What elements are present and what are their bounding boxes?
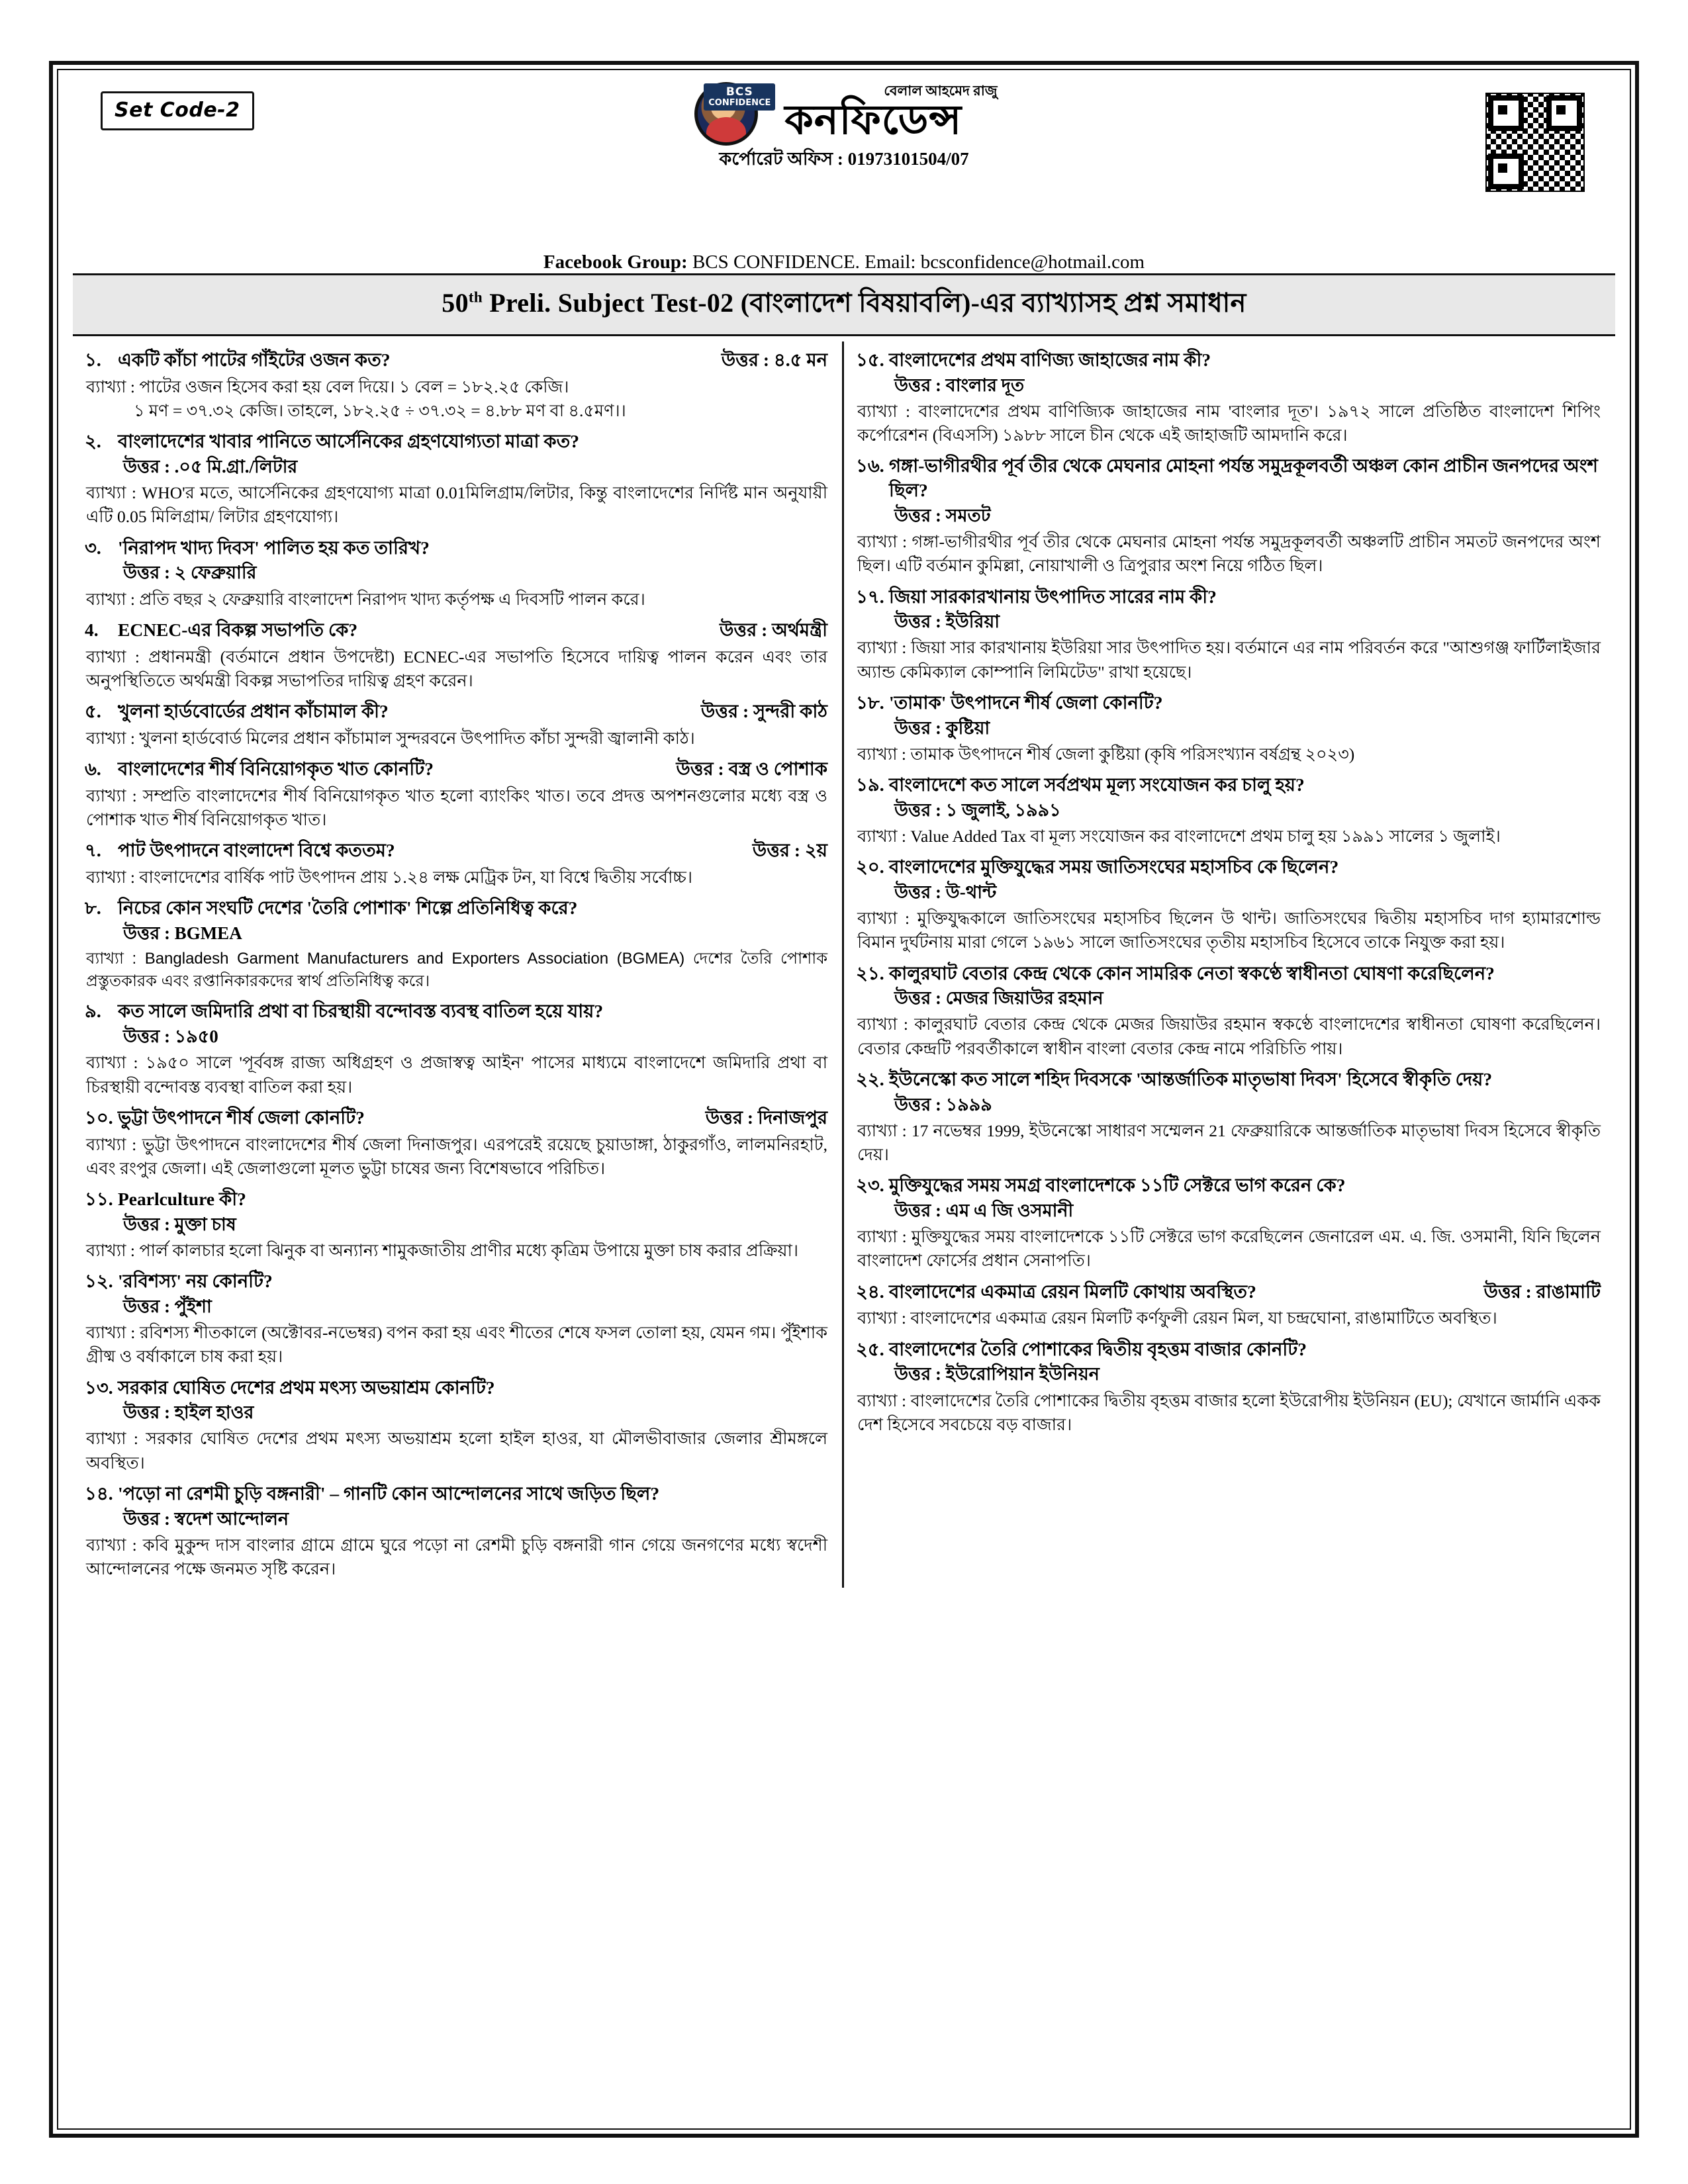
question-item (856, 962, 1601, 1061)
question-item (85, 896, 827, 993)
answer-text: উত্তর : উ-থান্ট (894, 882, 997, 902)
question-item (85, 757, 827, 832)
two-column-body (73, 341, 1615, 1588)
answer-inline: উত্তর : অর্থমন্ত্রী (720, 619, 827, 640)
answer-text: উত্তর : ইউরিয়া (894, 612, 1000, 632)
explanation-text: ব্যাখ্যা : রবিশস্য শীতকালে (অক্টোবর-নভেম্বর) বপন করা হয় এবং শীতের শেষে ফসল তোলা হয়, যেমন গম। পুঁইশাক গ্রীষ্ম ও বর্ষাকালে চাষ করা হয়। (86, 1323, 827, 1367)
question-number: 4. (85, 619, 99, 640)
explanation-text: ব্যাখ্যা : বাংলাদেশের একমাত্র রেয়ন মিলটি কর্ণফুলী রেয়ন মিল, যা চন্দ্রঘোনা, রাঙামাটিতে অবস্থিত। (857, 1308, 1497, 1328)
brand-title: কনফিডেন্স (784, 97, 962, 143)
question-text: 'পড়ো না রেশমী চুড়ি বঙ্গনারী' – গানটি কোন আন্দোলনের সাথে জড়িত ছিল? (118, 1482, 660, 1504)
bcs-confidence-logo-icon (690, 79, 775, 143)
question-number: ১৯. (856, 774, 884, 796)
question-number: ১৬. (856, 455, 884, 477)
explanation-text: ব্যাখ্যা : বাংলাদেশের প্রথম বাণিজ্যিক জাহাজের নাম 'বাংলার দূত'। ১৯৭২ সালে প্রতিষ্ঠিত বাংলাদেশ শিপিং কর্পোরেশন (বিএসসি) ১৯৮৮ সালে চীন থেকে এই জাহাজটি আমদানি করে। (857, 401, 1601, 445)
title-sup: th (468, 289, 483, 306)
explanation-text: ব্যাখ্যা : মুক্তিযুদ্ধকালে জাতিসংঘের মহাসচিব ছিলেন উ থান্ট। জাতিসংঘের দ্বিতীয় মহাসচিব দাগ হ্যামারশোল্ড বিমান দুর্ঘটনায় মারা গেলে ১৯৬১ সালে জাতিসংঘের তৃতীয় মহাসচিব হিসেবে তাকে নিযুক্ত করা হয়। (857, 909, 1601, 952)
answer-text: উত্তর : ১ জুলাই, ১৯৯১ (894, 799, 1061, 820)
logo-badge-line2: CONFIDENCE (708, 97, 771, 108)
answer-text: উত্তর : মেজর জিয়াউর রহমান (894, 988, 1103, 1009)
question-text: জিয়া সারকারখানায় উৎপাদিত সারের নাম কী? (889, 586, 1217, 607)
question-item (856, 1068, 1601, 1167)
answer-text: উত্তর : মুক্তা চাষ (123, 1214, 236, 1234)
answer-text: উত্তর : হাইল হাওর (123, 1402, 254, 1423)
answer-text: উত্তর : ইউরোপিয়ান ইউনিয়ন (894, 1364, 1100, 1385)
explanation-text: ব্যাখ্যা : তামাক উৎপাদনে শীর্ষ জেলা কুষ্টিয়া (কৃষি পরিসংখ্যান বর্ষগ্রন্থ ২০২৩) (857, 744, 1355, 764)
answer-inline: উত্তর : সুন্দরী কাঠ (700, 700, 827, 721)
question-text: উত্তর : অর্থমন্ত্রী ECNEC-এর বিকল্প সভাপতি কে? (118, 618, 827, 643)
brand-block (447, 79, 1241, 175)
question-number: ৩. (85, 537, 101, 558)
question-item (85, 839, 827, 889)
explanation-text: ব্যাখ্যা : পাটের ওজন হিসেব করা হয় বেল দিয়ে। ১ বেল = ১৮২.২৫ কেজি। ১ মণ = ৩৭.৩২ কেজি। তাহলে, ১৮২.২৫ ÷ ৩৭.৩২ = ৪.৮৮ মণ বা ৪.৫মণ।। (85, 375, 827, 423)
question-number: ৫. (85, 700, 101, 721)
question-item (85, 999, 827, 1099)
question-number: ২৪. (856, 1281, 884, 1302)
question-text: উত্তর : বস্ত্র ও পোশাক বাংলাদেশের শীর্ষ বিনিয়োগকৃত খাত কোনটি? (118, 757, 827, 782)
question-text: বাংলাদেশের তৈরি পোশাকের দ্বিতীয় বৃহত্তম বাজার কোনটি? (889, 1338, 1307, 1359)
explanation-text: ব্যাখ্যা : বাংলাদেশের তৈরি পোশাকের দ্বিতীয় বৃহত্তম বাজার হলো ইউরোপীয় ইউনিয়ন (EU); যেখানে জার্মানি একক দেশ হিসেবে সবচেয়ে বড় বাজার। (857, 1390, 1601, 1434)
question-text: উত্তর : ৪.৫ মন একটি কাঁচা পাটের গাঁইটের ওজন কত? (118, 348, 827, 373)
answer-text: উত্তর : স্বদেশ আন্দোলন (123, 1508, 289, 1529)
question-number: ২১. (856, 962, 884, 983)
page-title (73, 273, 1615, 336)
question-item (85, 700, 827, 751)
question-item (856, 454, 1601, 578)
explanation-text: ব্যাখ্যা : প্রতি বছর ২ ফেব্রুয়ারি বাংলাদেশ নিরাপদ খাদ্য কর্তৃপক্ষ এ দিবসটি পালন করে। (86, 589, 645, 609)
question-text: বাংলাদেশের খাবার পানিতে আর্সেনিকের গ্রহণযোগ্যতা মাত্রা কত? (118, 431, 580, 452)
question-number: ১২. (85, 1271, 113, 1292)
question-number: ১. (85, 349, 101, 370)
corporate-office-line: কর্পোরেট অফিস : 01973101504/07 (719, 149, 969, 169)
question-item (85, 430, 827, 529)
question-item (85, 618, 827, 693)
explanation-text: ব্যাখ্যা : ভুট্টা উৎপাদনে বাংলাদেশের শীর্ষ জেলা দিনাজপুর। এরপরেই রয়েছে চুয়াডাঙ্গা, ঠাকুরগাঁও, লালমনিরহাট, এবং রংপুর জেলা। এই জেলাগুলো মূলত ভুট্টা চাষের জন্য বিশেষভাবে পরিচিত। (86, 1134, 827, 1178)
question-text: Pearlculture কী? (118, 1189, 246, 1210)
explanation-text: ব্যাখ্যা : জিয়া সার কারখানায় ইউরিয়া সার উৎপাদিত হয়। বর্তমানে এর নাম পরিবর্তন করে "আশুগঞ্জ ফার্টিলাইজার অ্যান্ড কেমিক্যাল কোম্পানি লিমিটেড" রাখা হয়েছে। (857, 638, 1601, 682)
answer-text: উত্তর : সমতট (894, 506, 991, 526)
title-rest: Preli. Subject Test-02 (বাংলাদেশ বিষয়াবলি)-এর ব্যাখ্যাসহ প্রশ্ন সমাধান (482, 288, 1246, 318)
answer-text: উত্তর : ২ ফেব্রুয়ারি (123, 563, 257, 583)
question-text: 'রবিশস্য' নয় কোনটি? (118, 1271, 273, 1292)
question-text: উত্তর : সুন্দরী কাঠ খুলনা হার্ডবোর্ডের প্রধান কাঁচামাল কী? (118, 700, 827, 724)
question-item (85, 1376, 827, 1475)
explanation-text: ব্যাখ্যা : Value Added Tax বা মূল্য সংযোজন কর বাংলাদেশে প্রথম চালু হয় ১৯৯১ সালের ১ জুলাই। (857, 826, 1501, 846)
question-number: ২৩. (856, 1175, 884, 1196)
explanation-text: ব্যাখ্যা : সরকার ঘোষিত দেশের প্রথম মৎস্য অভয়াশ্রম হলো হাইল হাওর, যা মৌলভীবাজার জেলার শ্রীমঙ্গলে অবস্থিত। (86, 1429, 827, 1473)
question-text: সরকার ঘোষিত দেশের প্রথম মৎস্য অভয়াশ্রম কোনটি? (118, 1377, 495, 1398)
question-number: ২০. (856, 856, 884, 878)
answer-text: উত্তর : BGMEA (123, 923, 242, 944)
explanation-text: ব্যাখ্যা : বাংলাদেশের বার্ষিক পাট উৎপাদন প্রায় ১.২৪ লক্ষ মেট্রিক টন, যা বিশ্বে দ্বিতীয় সর্বোচ্চ। (86, 868, 692, 887)
question-number: ২৫. (856, 1338, 884, 1359)
question-number: ১১. (85, 1189, 113, 1210)
question-number: ৭. (85, 840, 101, 861)
explanation-text: ব্যাখ্যা : কবি মুকুন্দ দাস বাংলার গ্রামে গ্রামে ঘুরে পড়ো না রেশমী চুড়ি বঙ্গনারী গান গেয়ে জনগণের মধ্যে স্বদেশী আন্দোলনের পক্ষে জনমত সৃষ্টি করেন। (86, 1535, 827, 1578)
answer-text: উত্তর : বাংলার দূত (894, 375, 1025, 395)
facebook-value: BCS CONFIDENCE. Email: bcsconfidence@hotmail.com (692, 251, 1145, 273)
question-item (85, 1482, 827, 1581)
explanation-text: ব্যাখ্যা : WHO'র মতে, আর্সেনিকের গ্রহণযোগ্য মাত্রা 0.01মিলিগ্রাম/লিটার, কিন্তু বাংলাদেশের নির্দিষ্ট মান অনুযায়ী এটি 0.05 মিলিগ্রাম/ লিটার গ্রহণযোগ্য। (86, 483, 827, 527)
question-item (856, 691, 1601, 766)
answer-inline: উত্তর : রাঙামাটি (1483, 1281, 1601, 1302)
question-number: ১৪. (85, 1482, 113, 1504)
answer-text: উত্তর : পুঁইশা (123, 1297, 212, 1316)
question-item (856, 585, 1601, 684)
question-text: কত সালে জমিদারি প্রথা বা চিরস্থায়ী বন্দোবস্ত ব্যবস্থ বাতিল হয়ে যায়? (118, 1001, 604, 1022)
question-text: বাংলাদেশের প্রথম বাণিজ্য জাহাজের নাম কী? (889, 349, 1211, 370)
question-item (85, 348, 827, 423)
question-number: ১৩. (85, 1377, 113, 1398)
question-text: উত্তর : দিনাজপুর ভুট্টা উৎপাদনে শীর্ষ জেলা কোনটি? (118, 1106, 827, 1130)
qr-code-icon (1481, 89, 1589, 196)
question-item (856, 348, 1601, 447)
explanation-text: ব্যাখ্যা : Bangladesh Garment Manufacturers and Exporters Association (BGMEA) দেশের তৈরি পোশাক প্রস্তুতকারক এবং রপ্তানিকারকদের স্বার্থ প্রতিনিধিত্ব করে। (86, 950, 827, 991)
question-text: বাংলাদেশের মুক্তিযুদ্ধের সময় জাতিসংঘের মহাসচিব কে ছিলেন? (889, 856, 1339, 878)
question-number: ১৮. (856, 692, 884, 713)
question-text: উত্তর : ২য় পাট উৎপাদনে বাংলাদেশ বিশ্বে কততম? (118, 839, 827, 863)
explanation-text: ব্যাখ্যা : সম্প্রতি বাংলাদেশের শীর্ষ বিনিয়োগকৃত খাত হলো ব্যাংকিং খাত। তবে প্রদত্ত অপশনগুলোর মধ্যে বস্ত্র ও পোশাক খাত শীর্ষ বিনিয়োগকৃত খাত। (86, 786, 827, 830)
question-number: ২. (85, 431, 101, 452)
explanation-text: ব্যাখ্যা : 17 নভেম্বর 1999, ইউনেস্কো সাধারণ সম্মেলন 21 ফেব্রুয়ারিকে আন্তর্জাতিক মাতৃভাষা দিবস হিসেবে স্বীকৃতি দেয়। (857, 1120, 1601, 1164)
question-item (85, 1106, 827, 1181)
question-number: ১৫. (856, 349, 884, 370)
explanation-text: ব্যাখ্যা : কালুরঘাট বেতার কেন্দ্র থেকে মেজর জিয়াউর রহমান স্বকণ্ঠে বাংলাদেশের স্বাধীনতা ঘোষণা করেছিলেন। বেতার কেন্দ্রটি পরবর্তীকালে স্বাধীন বাংলা বেতার কেন্দ্র নামে পরিচিতি পায়। (857, 1015, 1601, 1058)
explanation-text: ব্যাখ্যা : মুক্তিযুদ্ধের সময় বাংলাদেশকে ১১টি সেক্টরে ভাগ করেছিলেন জেনারেল এম. এ. জি. ওসমানী, যিনি ছিলেন বাংলাদেশ ফোর্সের প্রধান সেনাপতি। (857, 1227, 1601, 1271)
answer-text: উত্তর : ১৯৫0 (123, 1026, 218, 1047)
question-text: ইউনেস্কো কত সালে শহিদ দিবসকে 'আন্তর্জাতিক মাতৃভাষা দিবস' হিসেবে স্বীকৃতি দেয়? (889, 1068, 1493, 1089)
facebook-label: Facebook Group: (543, 251, 688, 273)
right-column (844, 341, 1615, 1588)
explanation-continued: ১ মণ = ৩৭.৩২ কেজি। তাহলে, ১৮২.২৫ ÷ ৩৭.৩২ = ৪.৮৮ মণ বা ৪.৫মণ।। (134, 401, 626, 421)
question-item (856, 1280, 1601, 1331)
answer-inline: উত্তর : ২য় (752, 840, 827, 861)
answer-inline: উত্তর : ৪.৫ মন (721, 349, 827, 370)
answer-text: উত্তর : কুষ্টিয়া (894, 717, 990, 738)
question-item (856, 1173, 1601, 1273)
question-text: 'নিরাপদ খাদ্য দিবস' পালিত হয় কত তারিখ? (118, 537, 430, 558)
logo-badge-line1: BCS (726, 85, 753, 99)
set-code-badge: Set Code-2 (101, 91, 254, 130)
question-text: নিচের কোন সংঘটি দেশের 'তৈরি পোশাক' শিল্পে প্রতিনিধিত্ব করে? (118, 897, 578, 919)
explanation-text: ব্যাখ্যা : খুলনা হার্ডবোর্ড মিলের প্রধান কাঁচামাল সুন্দরবনে উৎপাদিত কাঁচা সুন্দরী জ্বালানী কাঠ। (86, 728, 695, 748)
question-text: উত্তর : রাঙামাটি বাংলাদেশের একমাত্র রেয়ন মিলটি কোথায় অবস্থিত? (889, 1280, 1601, 1304)
answer-inline: উত্তর : দিনাজপুর (705, 1107, 827, 1128)
question-number: ৮. (85, 897, 101, 919)
explanation-text: ব্যাখ্যা : প্রধানমন্ত্রী (বর্তমানে প্রধান উপদেষ্টা) ECNEC-এর সভাপতি হিসেবে দায়িত্ব পালন করেন এবং তার অনুপস্থিতিতে অর্থমন্ত্রী বিকল্প সভাপতির দায়িত্ব গ্রহণ করেন। (86, 647, 827, 690)
question-item (85, 536, 827, 612)
question-number: ১০. (85, 1107, 113, 1128)
question-number: ৯. (85, 1001, 101, 1022)
explanation-text: ব্যাখ্যা : ১৯৫০ সালে 'পূর্ববঙ্গ রাজ্য অধিগ্রহণ ও প্রজাস্বত্ব আইন' পাসের মাধ্যমে বাংলাদেশে জমিদারি প্রথা বা চিরস্থায়ী বন্দোবস্ত ব্যবস্থা বাতিল করা হয়। (86, 1053, 827, 1097)
question-text: বাংলাদেশে কত সালে সর্বপ্রথম মূল্য সংযোজন কর চালু হয়? (889, 774, 1305, 796)
explanation-text: ব্যাখ্যা : গঙ্গা-ভাগীরথীর পূর্ব তীর থেকে মেঘনার মোহনা পর্যন্ত সমুদ্রকূলবর্তী অঞ্চলটি প্রাচীন সমতট জনপদের অংশ ছিল। এটি বর্তমান কুমিল্লা, নোয়াখালী ও ত্রিপুরার অংশ নিয়ে গঠিত ছিল। (857, 532, 1601, 576)
explanation-text: ব্যাখ্যা : পার্ল কালচার হলো ঝিনুক বা অন্যান্য শামুকজাতীয় প্রাণীর মধ্যে কৃত্রিম উপায়ে মুক্তা চাষ করার প্রক্রিয়া। (86, 1240, 798, 1260)
answer-text: উত্তর : .০৫ মি.গ্রা./লিটার (123, 457, 298, 477)
page-header (73, 77, 1615, 242)
question-item (85, 1187, 827, 1263)
question-item (856, 1338, 1601, 1437)
question-number: ১৭. (856, 586, 884, 607)
question-text: কালুরঘাট বেতার কেন্দ্র থেকে কোন সামরিক নেতা স্বকণ্ঠে স্বাধীনতা ঘোষণা করেছিলেন? (889, 962, 1495, 983)
question-text: 'তামাক' উৎপাদনে শীর্ষ জেলা কোনটি? (889, 692, 1163, 713)
question-text: গঙ্গা-ভাগীরথীর পূর্ব তীর থেকে মেঘনার মোহনা পর্যন্ত সমুদ্রকূলবর্তী অঞ্চল কোন প্রাচীন জনপদের অংশ ছিল? (889, 455, 1598, 501)
facebook-contact-line (73, 251, 1615, 273)
title-prefix: 50 (442, 288, 469, 318)
question-item (85, 1269, 827, 1369)
left-column (73, 341, 844, 1588)
question-text: মুক্তিযুদ্ধের সময় সমগ্র বাংলাদেশকে ১১টি সেক্টরে ভাগ করেন কে? (889, 1175, 1346, 1196)
question-item (856, 855, 1601, 954)
page-content (73, 77, 1615, 1588)
brand-subtitle: বেলাল আহমেদ রাজু (884, 82, 998, 99)
answer-text: উত্তর : এম এ জি ওসমানী (894, 1201, 1074, 1221)
answer-inline: উত্তর : বস্ত্র ও পোশাক (676, 758, 827, 780)
answer-text: উত্তর : ১৯৯৯ (894, 1094, 992, 1115)
question-number: ২২. (856, 1068, 884, 1089)
question-number: ৬. (85, 758, 101, 780)
question-item (856, 773, 1601, 848)
